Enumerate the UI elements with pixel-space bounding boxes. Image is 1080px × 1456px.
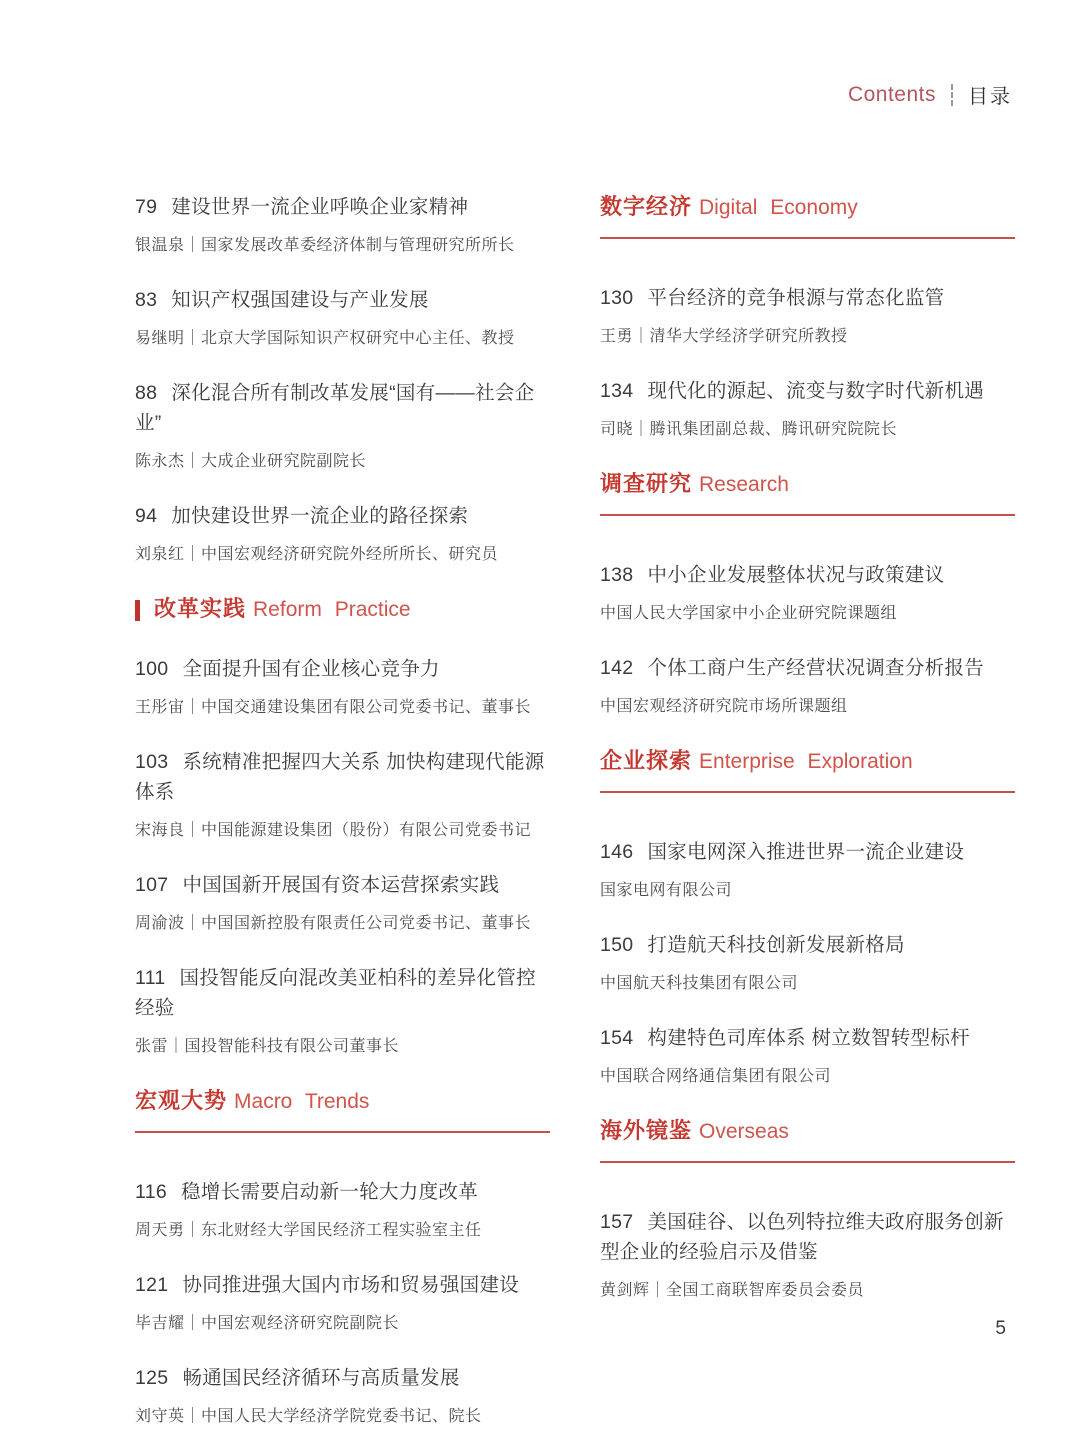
entry-byline: 银温泉｜国家发展改革委经济体制与管理研究所所长 — [135, 235, 515, 254]
entry-title-row — [135, 654, 550, 684]
section-title-en: Overseas — [699, 1120, 789, 1143]
entry-byline: 刘守英｜中国人民大学经济学院党委书记、院长 — [135, 1406, 482, 1425]
entry-title: 美国硅谷、以色列特拉维夫政府服务创新型企业的经验启示及借鉴 — [600, 1211, 1004, 1263]
entry-page-number: 111 — [135, 967, 166, 989]
entry-title: 个体工商户生产经营状况调查分析报告 — [647, 657, 985, 679]
page-header — [848, 80, 1012, 109]
entry-byline: 陈永杰｜大成企业研究院副院长 — [135, 451, 367, 470]
toc-entry-116 — [135, 1177, 550, 1241]
entry-page-number: 146 — [600, 841, 634, 863]
entry-title: 加快建设世界一流企业的路径探索 — [171, 505, 469, 527]
entry-byline: 周渝波｜中国国新控股有限责任公司党委书记、董事长 — [135, 913, 532, 932]
entry-title-row — [135, 747, 550, 807]
entry-title: 全面提升国有企业核心竞争力 — [182, 658, 440, 680]
section-title-row — [600, 192, 1015, 225]
toc-column-right — [600, 192, 1015, 1456]
contents-label-en: Contents — [847, 82, 936, 106]
section-title-en: Research — [699, 473, 789, 496]
toc-entry-134 — [600, 376, 1015, 440]
entry-byline: 宋海良｜中国能源建设集团（股份）有限公司党委书记 — [135, 820, 532, 839]
entry-title: 打造航天科技创新发展新格局 — [647, 934, 905, 956]
dashed-divider — [951, 84, 953, 106]
entry-page-number: 157 — [600, 1211, 634, 1233]
entry-byline: 毕吉耀｜中国宏观经济研究院副院长 — [135, 1313, 400, 1332]
entry-title-row — [600, 653, 1015, 683]
entry-byline: 刘泉红｜中国宏观经济研究院外经所所长、研究员 — [135, 544, 499, 563]
entry-title-row — [600, 283, 1015, 313]
entry-byline: 周天勇｜东北财经大学国民经济工程实验室主任 — [135, 1220, 482, 1239]
section-underline — [600, 514, 1015, 516]
section-title-row — [600, 746, 1015, 779]
section-title-zh: 改革实践 — [154, 596, 247, 621]
entry-page-number: 121 — [135, 1274, 169, 1296]
entry-title-row — [135, 285, 550, 315]
toc-entry-142 — [600, 653, 1015, 717]
toc-entry-88 — [135, 378, 550, 472]
entry-title: 畅通国民经济循环与高质量发展 — [182, 1367, 460, 1389]
entry-title-row — [600, 376, 1015, 406]
entry-title-row — [600, 837, 1015, 867]
entry-page-number: 134 — [600, 380, 634, 402]
section-title-zh: 调查研究 — [600, 471, 693, 496]
entry-byline: 黄剑辉｜全国工商联智库委员会委员 — [600, 1280, 865, 1299]
section-title-row — [600, 1116, 1015, 1149]
section-header-overseas — [600, 1116, 1015, 1163]
section-title-row — [154, 594, 411, 627]
entry-title: 中小企业发展整体状况与政策建议 — [647, 564, 945, 586]
entry-page-number: 107 — [135, 874, 169, 896]
entry-byline: 张雷｜国投智能科技有限公司董事长 — [135, 1036, 400, 1055]
entry-byline: 易继明｜北京大学国际知识产权研究中心主任、教授 — [135, 328, 515, 347]
entry-title-row — [135, 378, 550, 438]
entry-page-number: 88 — [135, 382, 158, 404]
toc-entry-100 — [135, 654, 550, 718]
toc-entry-79 — [135, 192, 550, 256]
section-title-zh: 海外镜鉴 — [600, 1118, 693, 1143]
entry-page-number: 125 — [135, 1367, 169, 1389]
section-header-research — [600, 469, 1015, 516]
section-underline — [600, 237, 1015, 239]
section-underline — [600, 1161, 1015, 1163]
entry-byline: 中国联合网络通信集团有限公司 — [600, 1066, 832, 1085]
toc-entry-111 — [135, 963, 550, 1057]
entry-page-number: 142 — [600, 657, 634, 679]
entry-byline: 国家电网有限公司 — [600, 880, 733, 899]
toc-entry-125 — [135, 1363, 550, 1427]
entry-title-row — [600, 560, 1015, 590]
entry-byline: 王彤宙｜中国交通建设集团有限公司党委书记、董事长 — [135, 697, 532, 716]
section-header-digital-economy — [600, 192, 1015, 239]
section-title-zh: 宏观大势 — [135, 1088, 228, 1113]
toc-entry-107 — [135, 870, 550, 934]
entry-title: 平台经济的竞争根源与常态化监管 — [647, 287, 945, 309]
entry-title: 系统精准把握四大关系 加快构建现代能源体系 — [135, 751, 545, 803]
entry-title: 协同推进强大国内市场和贸易强国建设 — [182, 1274, 520, 1296]
toc-entry-154 — [600, 1023, 1015, 1087]
entry-page-number: 116 — [135, 1181, 167, 1203]
entry-byline: 司晓｜腾讯集团副总裁、腾讯研究院院长 — [600, 419, 898, 438]
entry-title-row — [135, 192, 550, 222]
contents-label-zh: 目录 — [968, 86, 1012, 108]
toc-entry-157 — [600, 1207, 1015, 1301]
entry-title: 构建特色司库体系 树立数智转型标杆 — [647, 1027, 970, 1049]
section-header-reform-practice — [135, 594, 550, 627]
toc-entry-130 — [600, 283, 1015, 347]
entry-page-number: 130 — [600, 287, 634, 309]
entry-title: 建设世界一流企业呼唤企业家精神 — [171, 196, 469, 218]
entry-title: 稳增长需要启动新一轮大力度改革 — [181, 1181, 479, 1203]
entry-title: 中国国新开展国有资本运营探索实践 — [182, 874, 500, 896]
entry-title: 国家电网深入推进世界一流企业建设 — [647, 841, 965, 863]
toc-column-left — [135, 192, 550, 1456]
section-title-zh: 企业探索 — [600, 748, 693, 773]
toc-entry-103 — [135, 747, 550, 841]
entry-title: 深化混合所有制改革发展“国有——社会企业” — [135, 382, 535, 434]
entry-byline: 中国人民大学国家中小企业研究院课题组 — [600, 603, 898, 622]
entry-page-number: 103 — [135, 751, 169, 773]
toc-entry-83 — [135, 285, 550, 349]
section-underline — [135, 1131, 550, 1133]
entry-page-number: 138 — [600, 564, 634, 586]
section-accent-bar — [135, 600, 140, 621]
section-title-en: Enterprise Exploration — [699, 750, 913, 773]
entry-page-number: 94 — [135, 505, 158, 527]
toc-columns — [135, 192, 1015, 1456]
entry-byline: 中国航天科技集团有限公司 — [600, 973, 799, 992]
toc-entry-121 — [135, 1270, 550, 1334]
section-title-en: Macro Trends — [234, 1090, 370, 1113]
toc-entry-150 — [600, 930, 1015, 994]
page-number: 5 — [995, 1318, 1006, 1339]
entry-title: 国投智能反向混改美亚柏科的差异化管控经验 — [135, 967, 536, 1019]
entry-title-row — [600, 1023, 1015, 1053]
section-title-en: Reform Practice — [253, 598, 411, 621]
entry-title-row — [600, 1207, 1015, 1267]
section-title-row — [135, 1086, 550, 1119]
entry-title-row — [135, 963, 550, 1023]
entry-title-row — [135, 1177, 550, 1207]
toc-entry-146 — [600, 837, 1015, 901]
section-title-row — [600, 469, 1015, 502]
section-header-macro-trends — [135, 1086, 550, 1133]
entry-page-number: 150 — [600, 934, 634, 956]
entry-title-row — [135, 1270, 550, 1300]
entry-title: 现代化的源起、流变与数字时代新机遇 — [647, 380, 985, 402]
entry-byline: 中国宏观经济研究院市场所课题组 — [600, 696, 848, 715]
entry-page-number: 154 — [600, 1027, 634, 1049]
section-title-zh: 数字经济 — [600, 194, 693, 219]
entry-title-row — [135, 870, 550, 900]
toc-entry-138 — [600, 560, 1015, 624]
section-title-en: Digital Economy — [699, 196, 858, 219]
entry-title-row — [600, 930, 1015, 960]
entry-title: 知识产权强国建设与产业发展 — [171, 289, 429, 311]
entry-title-row — [135, 501, 550, 531]
toc-entry-94 — [135, 501, 550, 565]
entry-title-row — [135, 1363, 550, 1393]
section-underline — [600, 791, 1015, 793]
entry-page-number: 79 — [135, 196, 158, 218]
section-header-enterprise-exploration — [600, 746, 1015, 793]
entry-page-number: 83 — [135, 289, 158, 311]
entry-byline: 王勇｜清华大学经济学研究所教授 — [600, 326, 848, 345]
entry-page-number: 100 — [135, 658, 169, 680]
